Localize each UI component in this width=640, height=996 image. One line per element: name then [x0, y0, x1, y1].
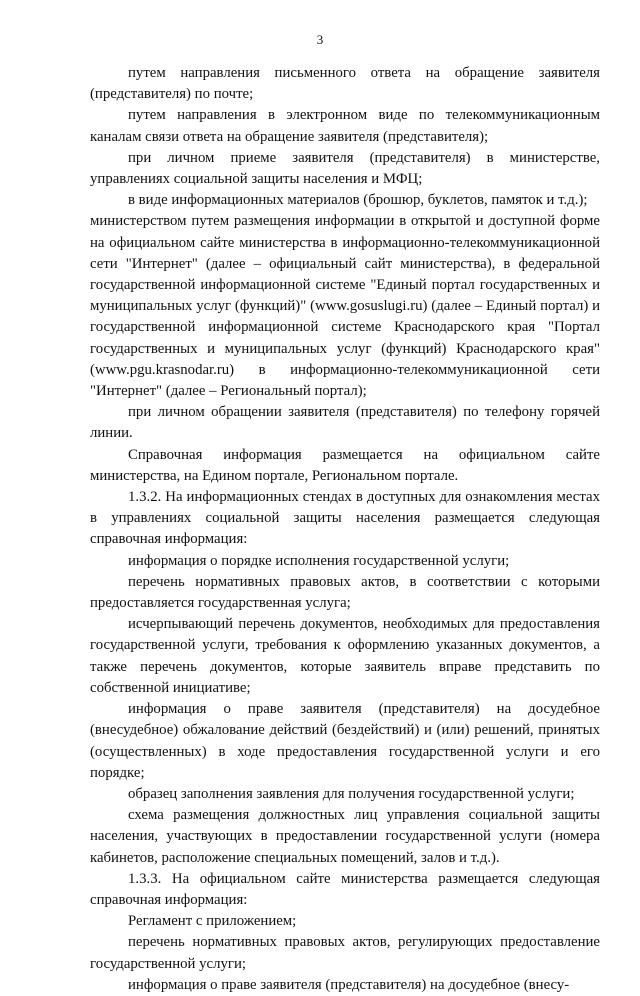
paragraph: 1.3.3. На официальном сайте министерства размещается следующая справочная информация: — [90, 870, 600, 908]
paragraph: путем направления в электронном виде по телекоммуникационным каналам связи ответа на обращение заявителя (представителя); — [90, 107, 600, 145]
paragraph: исчерпывающий перечень документов, необходимых для предоставления государственной услуги, требования к оформлению указанных документов, а также перечень документов, которые заявитель вправе представить по собственной инициативе; — [90, 616, 600, 696]
paragraph: информация о праве заявителя (представителя) на досудебное (внесу- — [128, 976, 570, 993]
paragraph: образец заполнения заявления для получения государственной услуги; — [128, 785, 575, 802]
paragraph: при личном обращении заявителя (представителя) по телефону горячей линии. — [90, 404, 600, 442]
page-number: 3 — [316, 32, 324, 47]
paragraph: при личном приеме заявителя (представителя) в министерстве, управлениях социальной защиты населения и МФЦ; — [90, 149, 600, 188]
paragraph: в виде информационных материалов (брошюр, буклетов, памяток и т.д.); — [128, 192, 588, 209]
paragraph: Справочная информация размещается на официальном сайте министерства, на Едином портале, Региональном портале. — [90, 446, 600, 484]
paragraph: перечень нормативных правовых актов, в соответствии с которыми предоставляется государственная услуга; — [90, 573, 600, 612]
paragraph: министерством путем размещения информации в открытой и доступной форме на официальном сайте министерства в информационно-телекоммуникационной сети "Интернет" (далее – официальный сайт министерства), в федеральной государственной информационной системе "Единый портал государственных и муниципальных услуг (функций)" (www.gosuslugi.ru) (далее – Единый портал) и государственной информационной системе Краснодарского края "Портал государственных и муниципальных услуг (функций) Краснодарского края" (www.pgu.krasnodar.ru) в информационно-телекоммуникационной сети "Интернет" (далее – Региональный портал); — [90, 213, 600, 400]
paragraph: схема размещения должностных лиц управления социальной защиты населения, участвующих в предоставлении государственной услуги (номера кабинетов, расположение специальных помещений, залов и т.д.). — [90, 807, 600, 866]
paragraph: Регламент с приложением; — [128, 913, 297, 930]
paragraph: путем направления письменного ответа на обращение заявителя (представителя) по почте; — [90, 65, 600, 103]
paragraph: информация о праве заявителя (представителя) на досудебное (внесудебное) обжалование действий (бездействий) и (или) решений, принятых (осуществленных) в ходе предоставления государственной услуги и его порядке; — [90, 701, 600, 781]
paragraph: 1.3.2. На информационных стендах в доступных для ознакомления местах в управлениях социальной защиты населения размещается следующая справочная информация: — [90, 489, 600, 548]
document-body — [90, 63, 600, 996]
paragraph: перечень нормативных правовых актов, регулирующих предоставление государственной услуги; — [90, 934, 600, 972]
paragraph: информация о порядке исполнения государственной услуги; — [128, 552, 510, 569]
